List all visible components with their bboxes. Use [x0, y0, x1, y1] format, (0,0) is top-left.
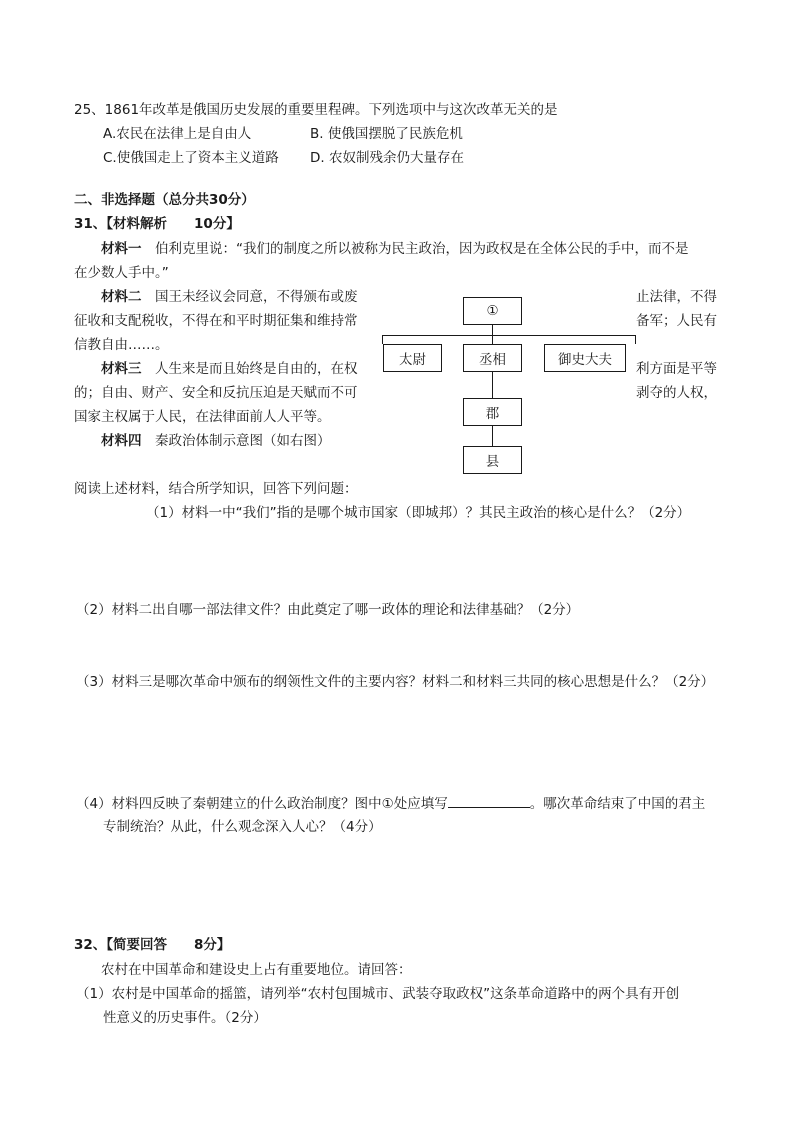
diagram-box-jun: 郡 — [463, 398, 522, 426]
material2-label: 材料二 — [101, 289, 142, 305]
material3-text: 人生来是而且始终是自由的，在权 — [141, 361, 358, 377]
diagram-box-taiwei: 太尉 — [383, 344, 442, 372]
diagram-connector — [635, 335, 636, 344]
material1-text: 伯利克里说：“我们的制度之所以被称为民主政治，因为政权是在全体公民的手中，而不是 — [141, 241, 689, 257]
q31-material2-line2-right: 备军；人民有 — [636, 313, 717, 329]
q31-material2-line1 — [101, 288, 358, 306]
q32-header: 32、【简要回答 8分】 — [74, 937, 231, 953]
q31-material3-line1-right: 利方面是平等 — [636, 361, 717, 377]
q31-instruction: 阅读上述材料，结合所学知识，回答下列问题： — [74, 481, 358, 497]
q31-sub4-part2: 。哪次革命结束了中国的君主 — [529, 796, 706, 812]
q31-material3-line2: 的；自由、财产、安全和反抗压迫是天赋而不可 — [74, 385, 358, 401]
q32-subquestion-1: （1）农村是中国革命的摇篮，请列举“农村包围城市、武装夺取政权”这条革命道路中的两个具有开创 — [76, 986, 680, 1002]
q31-material2-line2: 征收和支配税收，不得在和平时期征集和维持常 — [74, 313, 358, 329]
diagram-connector — [382, 335, 383, 344]
q31-material3-line1 — [101, 360, 358, 378]
material3-label: 材料三 — [101, 361, 142, 377]
answer-blank[interactable] — [448, 794, 530, 808]
q25-option-c[interactable]: C.使俄国走上了资本主义道路 — [103, 150, 279, 166]
q31-subquestion-2: （2）材料二出自哪一部法律文件？由此奠定了哪一政体的理论和法律基础？（2分） — [76, 602, 580, 618]
q31-subquestion-4 — [76, 794, 705, 813]
q25-option-d[interactable]: D. 农奴制残余仍大量存在 — [310, 150, 464, 166]
q31-material3-line3: 国家主权属于人民，在法律面前人人平等。 — [74, 409, 331, 425]
q31-subquestion-4-line2: 专制统治？从此，什么观念深入人心？（4分） — [103, 819, 382, 835]
q25-option-b[interactable]: B. 使俄国摆脱了民族危机 — [310, 126, 463, 142]
diagram-connector — [382, 335, 636, 336]
diagram-connector — [492, 372, 493, 398]
q25-stem: 25、1861年改革是俄国历史发展的重要里程碑。下列选项中与这次改革无关的是 — [74, 102, 558, 118]
q31-material2-line1-right: 止法律，不得 — [636, 289, 717, 305]
q31-sub4-part1: （4）材料四反映了秦朝建立的什么政治制度？图中①处应填写 — [76, 796, 448, 812]
diagram-box-yushidafu: 御史大夫 — [544, 344, 626, 372]
material2-text: 国王未经议会同意，不得颁布或废 — [141, 289, 358, 305]
q32-subquestion-1-line2: 性意义的历史事件。（2分） — [103, 1010, 267, 1026]
q32-intro: 农村在中国革命和建设史上占有重要地位。请回答： — [101, 962, 412, 978]
q31-header: 31、【材料解析 10分】 — [74, 216, 240, 232]
diagram-connector — [492, 426, 493, 446]
material4-label: 材料四 — [101, 433, 142, 449]
q31-material3-line2-right: 剥夺的人权， — [636, 385, 717, 401]
diagram-box-xian: 县 — [463, 446, 522, 474]
q31-subquestion-1: （1）材料一中“我们”指的是哪个城市国家（即城邦）？其民主政治的核心是什么？（2分） — [146, 505, 691, 521]
q31-subquestion-3: （3）材料三是哪次革命中颁布的纲领性文件的主要内容？材料二和材料三共同的核心思想是什么？（2分） — [76, 674, 715, 690]
diagram-box-chengxiang: 丞相 — [463, 344, 522, 372]
material4-text: 秦政治体制示意图（如右图） — [141, 433, 331, 449]
q25-option-a[interactable]: A.农民在法律上是自由人 — [103, 126, 252, 142]
q31-material1-line2: 在少数人手中。” — [74, 265, 169, 281]
material1-label: 材料一 — [101, 241, 142, 257]
diagram-box-top: ① — [463, 297, 522, 325]
section2-title: 二、非选择题（总分共30分） — [74, 192, 255, 208]
q31-material4-line1 — [101, 432, 331, 450]
q31-material1-line1 — [101, 240, 689, 258]
q31-material2-line3: 信教自由……。 — [74, 337, 169, 353]
